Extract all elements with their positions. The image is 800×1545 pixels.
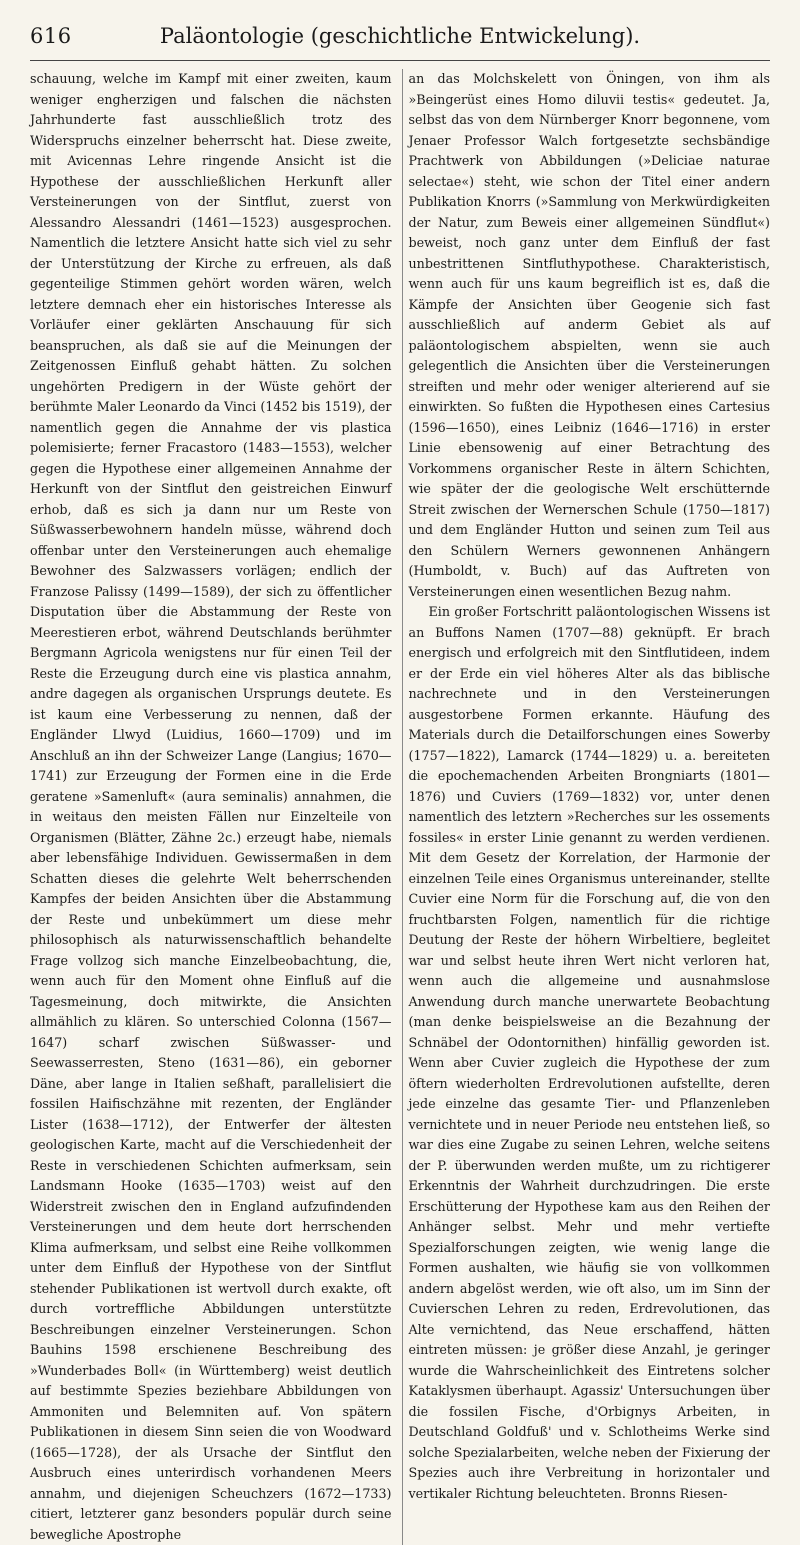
right-paragraph-1: an das Molchskelett von Öningen, von ihm als »Beingerüst eines Homo diluvii testis« gedeutet. Ja, selbst das von dem Nürnberger Knorr begonnene, vom Jenaer Professor Walch fortgesetzte sechsbändige Prachtwerk von Abbildungen (»Deliciae naturae selectae«) steht, wie schon der Titel einer andern Publikation Knorrs (»Sammlung von Merkwürdigkeiten der Natur, zum Beweis einer allgemeinen Sündflut«) beweist, noch ganz unter dem Einfluß der fast unbestrittenen Sintfluthypothese. Charakteristisch, wenn auch für uns kaum begreiflich ist es, daß die Kämpfe der Ansichten über Geogenie sich fast ausschließlich auf anderm Gebiet als auf paläontologischem abspielten, wenn sie auch gelegentlich die Ansichten über die Versteinerungen streiften und mehr oder weniger alterierend auf sie einwirkten. So fußten die Hypothesen eines Cartesius (1596—1650), eines Leibniz (1646—1716) in erster Linie ebensowenig auf einer Betrachtung des Vorkommens organischer Reste in ältern Schichten, wie später der die geologische Welt erschütternde Streit zwischen der Wernerschen Schule (1750—1817) und dem Engländer Hutton und seinen zum Teil aus den Schülern Werners gewonnenen Anhängern (Humboldt, v. Buch) auf das Auftreten von Versteinerungen einen wesentlichen Bezug nahm. (408, 71, 770, 599)
running-title: Paläontologie (geschichtliche Entwickelung). (159, 24, 641, 48)
right-column (409, 69, 771, 1545)
left-paragraph-1: schauung, welche im Kampf mit einer zweiten, kaum weniger engherzigen und falschen die nächsten Jahrhunderte fast ausschließlich trotz des Widerspruchs einzelner beherrscht hat. Diese zweite, mit Avicennas Lehre ringende Ansicht ist die Hypothese der ausschließlichen Herkunft aller Versteinerungen von der Sintflut, zuerst von Alessandro Alessandri (1461—1523) ausgesprochen. Namentlich die letztere Ansicht hatte sich viel zu sehr der Unterstützung der Kirche zu erfreuen, als daß gegenteilige Stimmen gehört worden wären, welch letztere demnach eher ein historisches Interesse als Vorläufer einer geklärten Anschauung für sich beanspruchen, als daß sie auf die Meinungen der Zeitgenossen Einfluß gehabt hätten. Zu solchen ungehörten Predigern in der Wüste gehört der berühmte Maler Leonardo da Vinci (1452 bis 1519), der namentlich gegen die Annahme der vis plastica polemisierte; ferner Fracastoro (1483—1553), welcher gegen die Hypothese einer allgemeinen Annahme der Herkunft von der Sintflut den geistreichen Einwurf erhob, daß es sich ja dann nur um Reste von Süßwasserbewohnern handeln müsse, während doch offenbar unter den Versteinerungen auch ehemalige Bewohner des Salzwassers vorlägen; endlich der Franzose Palissy (1499—1589), der sich zu öffentlicher Disputation über die Abstammung der Reste von Meerestieren erbot, während Deutschlands berühmter Bergmann Agricola wenigstens nur für einen Teil der Reste die Erzeugung durch eine vis plastica annahm, andre dagegen als organischen Ursprungs deutete. Es ist kaum eine Verbesserung zu nennen, daß der Engländer Llwyd (Luidius, 1660—1709) und im Anschluß an ihn der Schweizer Lange (Langius; 1670—1741) zur Erzeugung der Formen eine in die Erde geratene »Samenluft« (aura seminalis) annahmen, die in weitaus den meisten Fällen nur Einzelteile von Organismen (Blätter, Zähne 2c.) erzeugt habe, niemals aber lebensfähige Individuen. Gewissermaßen in dem Schatten dieses die gelehrte Welt beherrschenden Kampfes der beiden Ansichten über die Abstammung der Reste und unbekümmert um diese mehr philosophisch als naturwissenschaftlich behandelte Frage vollzog sich manche Einzelbeobachtung, die, wenn auch für den Moment ohne Einfluß auf die Tagesmeinung, doch mitwirkte, die Ansichten allmählich zu klären. So unterschied Colonna (1567—1647) scharf zwischen Süßwasser- und Seewasserresten, Steno (1631—86), ein geborner Däne, aber lange in Italien seßhaft, parallelisiert die fossilen Haifischzähne mit rezenten, der Engländer Lister (1638—1712), der Entwerfer der ältesten geologischen Karte, macht auf die Verschiedenheit der Reste in verschiedenen Schichten aufmerksam, sein Landsmann Hooke (1635—1703) weist auf den Widerstreit zwischen den in England aufzufindenden Versteinerungen und dem heute dort herrschenden Klima aufmerksam, und selbst eine Reihe vollkommen unter dem Einfluß der Hypothese von der Sintflut stehender Publikationen ist wertvoll durch exakte, oft durch vortreffliche Abbildungen unterstützte Beschreibungen einzelner Versteinerungen. Schon Bauhins 1598 erschienene Beschreibung des »Wunderbades Boll« (in Württemberg) weist deutlich auf bestimmte Spezies beziehbare Abbildungen von Ammoniten und Belemniten auf. Von spätern Publikationen in diesem Sinn seien die von Woodward (1665—1728), der als Ursache der Sintflut den Ausbruch eines unterirdisch vorhandenen Meers annahm, und diejenigen Scheuchzers (1672—1733) citiert, letzterer ganz besonders populär durch seine bewegliche Apostrophe (30, 71, 392, 1542)
page-number: 616 (30, 24, 72, 48)
column-divider (402, 69, 403, 1545)
left-column (30, 69, 396, 1545)
text-columns (30, 69, 770, 1545)
right-paragraph-2: Ein großer Fortschritt paläontologischen Wissens ist an Buffons Namen (1707—88) geknüpft. Er brach energisch und erfolgreich mit den Sintflutideen, indem er der Erde ein viel höheres Alter als das biblische nachrechnete und in den Versteinerungen ausgestorbene Formen erkannte. Häufung des Materials durch die Detailforschungen eines Sowerby (1757—1822), Lamarck (1744—1829) u. a. bereiteten die epochemachenden Arbeiten Brongniarts (1801—1876) und Cuviers (1769—1832) vor, unter denen namentlich des letztern »Recherches sur les ossements fossiles« in erster Linie genannt zu werden verdienen. Mit dem Gesetz der Korrelation, der Harmonie der einzelnen Teile eines Organismus untereinander, stellte Cuvier eine Norm für die Forschung auf, die von den fruchtbarsten Folgen, namentlich für die richtige Deutung der Reste der höhern Wirbeltiere, begleitet war und selbst heute ihren Wert nicht verloren hat, wenn auch die allgemeine und ausnahmslose Anwendung durch manche unerwartete Beobachtung (man denke beispielsweise an die Bezahnung der Schnäbel der Odontornithen) hinfällig geworden ist. Wenn aber Cuvier zugleich die Hypothese der zum öftern wiederholten Erdrevolutionen aufstellte, deren jede einzelne das gesamte Tier- und Pflanzenleben vernichtete und in neuer Periode neu entstehen ließ, so war dies eine Zugabe zu seinen Lehren, welche seitens der P. überwunden werden mußte, um zu richtigerer Erkenntnis der Wahrheit durchzudringen. Die erste Erschütterung der Hypothese kam aus den Reihen der Anhänger selbst. Mehr und mehr vertiefte Spezialforschungen zeigten, wie wenig lange die Formen aushalten, wie häufig sie von vollkommen andern abgelöst werden, wie oft also, um im Sinn der Cuvierschen Lehren zu reden, Erdrevolutionen, das Alte vernichtend, das Neue erschaffend, hätten eintreten müssen: je größer diese Anzahl, je geringer wurde die Wahrscheinlichkeit des Eintretens solcher Kataklysmen überhaupt. Agassiz' Untersuchungen über die fossilen Fische, d'Orbignys Arbeiten, in Deutschland Goldfuß' und v. Schlotheims Werke sind solche Spezialarbeiten, welche neben der Fixierung der Spezies auch ihre Verbreitung in horizontaler und vertikaler Richtung beleuchteten. Bronns Riesen- (408, 604, 770, 1501)
page-header (30, 20, 770, 61)
